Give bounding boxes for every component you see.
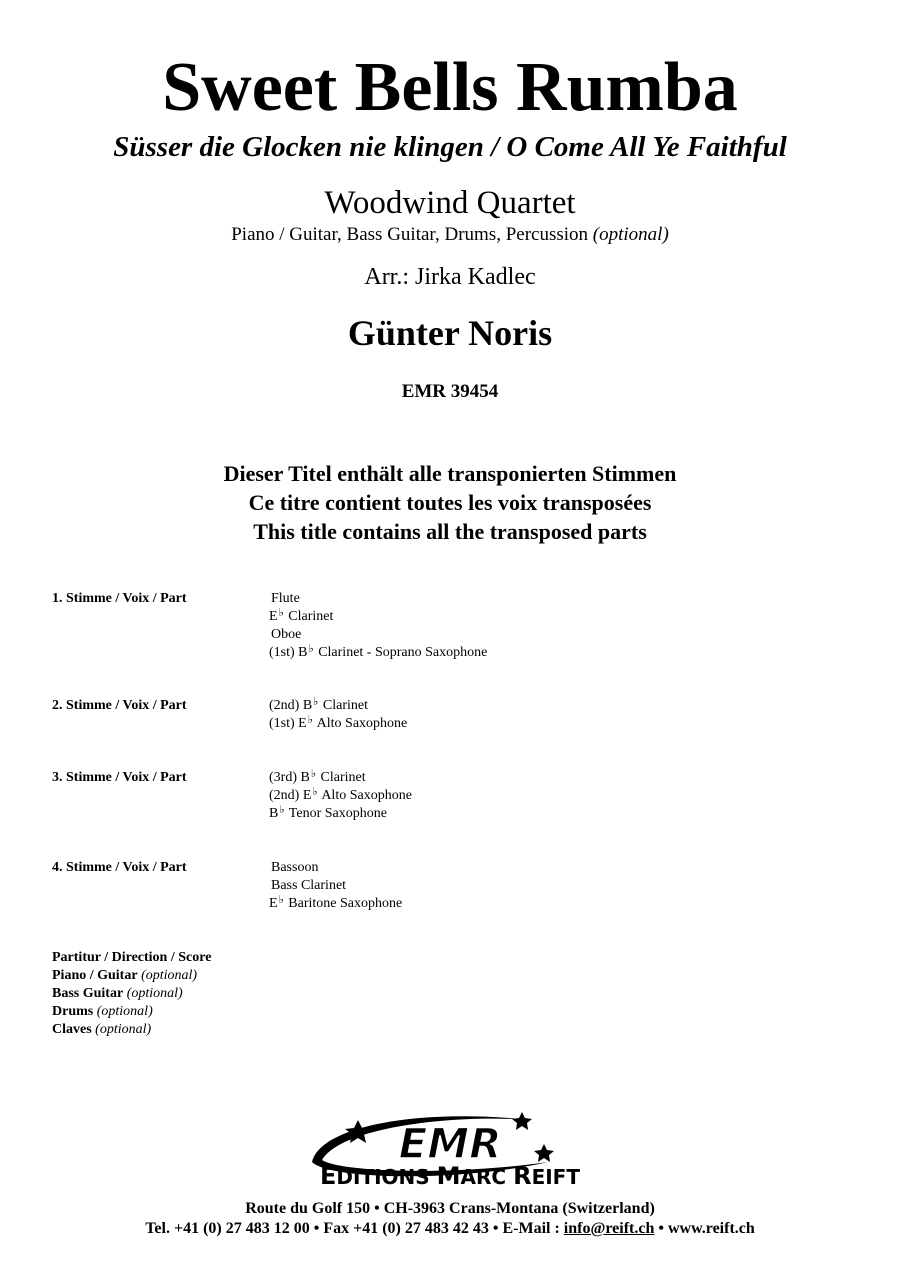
notice-fr: Ce titre contient toutes les voix transposées — [248, 490, 652, 515]
instrument-name: Flute — [271, 591, 300, 606]
catalog-number: EMR 39454 — [401, 381, 499, 402]
flat-sign: ♭ — [278, 607, 284, 619]
publisher-name: EDITIONS MARC REIFT — [320, 1162, 580, 1186]
extra-item: Partitur / Direction / Score — [52, 950, 212, 965]
instrument-item — [269, 877, 402, 895]
publisher-contact — [0, 1219, 900, 1239]
instrument-prefix: (1st) B — [269, 645, 308, 660]
contact-website: • www.reift.ch — [654, 1220, 755, 1237]
flat-sign: ♭ — [278, 894, 284, 906]
instrument-prefix: (3rd) B — [269, 770, 310, 785]
instrument-item — [269, 769, 412, 787]
instrumentation — [0, 224, 900, 246]
instrument-name: Clarinet — [317, 770, 366, 785]
flat-sign: ♭ — [279, 804, 285, 816]
instrument-name: Bassoon — [271, 860, 319, 875]
extra-item: Bass Guitar (optional) — [52, 986, 183, 1001]
instrumentation-main: Piano / Guitar, Bass Guitar, Drums, Percussion — [231, 224, 589, 245]
instrument-name: Clarinet — [319, 698, 368, 713]
email-link[interactable]: info@reift.ch — [563, 1220, 655, 1237]
instrument-prefix: E — [269, 609, 278, 624]
part-instruments — [269, 769, 412, 823]
composer: Günter Noris — [347, 313, 553, 353]
instrument-name: Clarinet - Soprano Saxophone — [314, 645, 488, 660]
score-subtitle: Süsser die Glocken nie klingen / O Come All Ye Faithful — [113, 131, 787, 163]
instrument-prefix: (2nd) B — [269, 698, 313, 713]
instrument-name: Oboe — [271, 627, 302, 642]
score-title: Sweet Bells Rumba — [162, 49, 738, 126]
publisher-logo — [300, 1106, 600, 1186]
extras-list — [52, 949, 211, 1039]
logo-star-bottom — [534, 1144, 554, 1162]
instrument-item — [269, 787, 412, 805]
part-label: 2. Stimme / Voix / Part — [52, 698, 187, 713]
instrument-item — [269, 644, 487, 662]
flat-sign: ♭ — [312, 786, 318, 798]
instrument-item — [269, 626, 487, 644]
part-label: 3. Stimme / Voix / Part — [52, 770, 187, 785]
logo-star-right — [512, 1112, 532, 1130]
instrumentation-optional: (optional) — [592, 224, 669, 245]
flat-sign: ♭ — [310, 768, 317, 780]
part-instruments — [269, 859, 402, 913]
notice-en: This title contains all the transposed parts — [253, 519, 647, 544]
instrument-prefix: (2nd) E — [269, 788, 312, 803]
instrument-item — [269, 608, 487, 626]
publisher-address: Route du Golf 150 • CH-3963 Crans-Montana (Switzerland) — [245, 1200, 655, 1217]
instrument-item — [269, 590, 487, 608]
extra-item: Claves (optional) — [52, 1022, 152, 1037]
instrument-prefix: (1st) E — [269, 716, 307, 731]
part-instruments — [269, 590, 487, 662]
part-instruments — [269, 697, 407, 733]
instrument-prefix: E — [269, 896, 278, 911]
instrument-item — [269, 697, 407, 715]
instrument-name: Clarinet — [284, 609, 334, 624]
extra-item: Piano / Guitar (optional) — [52, 968, 198, 983]
flat-sign: ♭ — [307, 714, 313, 726]
instrument-name: Alto Saxophone — [313, 716, 408, 731]
instrument-item — [269, 859, 402, 877]
flat-sign: ♭ — [313, 696, 319, 708]
part-label: 1. Stimme / Voix / Part — [52, 591, 187, 606]
contact-phone-fax: Tel. +41 (0) 27 483 12 00 • Fax +41 (0) 27 483 42 43 • E-Mail : — [145, 1220, 564, 1237]
notice-de: Dieser Titel enthält alle transponierten Stimmen — [223, 461, 677, 486]
ensemble: Woodwind Quartet — [324, 185, 576, 221]
flat-sign: ♭ — [308, 643, 314, 655]
instrument-item — [269, 805, 412, 823]
instrument-name: Baritone Saxophone — [284, 896, 403, 911]
logo-wordmark: EMR — [398, 1119, 502, 1168]
instrument-name: Bass Clarinet — [271, 878, 347, 893]
instrument-name: Alto Saxophone — [318, 788, 412, 803]
arranger: Arr.: Jirka Kadlec — [364, 264, 536, 290]
instrument-name: Tenor Saxophone — [285, 806, 387, 821]
part-label: 4. Stimme / Voix / Part — [52, 860, 187, 875]
instrument-item — [269, 715, 407, 733]
instrument-item — [269, 895, 402, 913]
extra-item: Drums (optional) — [52, 1004, 153, 1019]
instrument-prefix: B — [269, 806, 279, 821]
